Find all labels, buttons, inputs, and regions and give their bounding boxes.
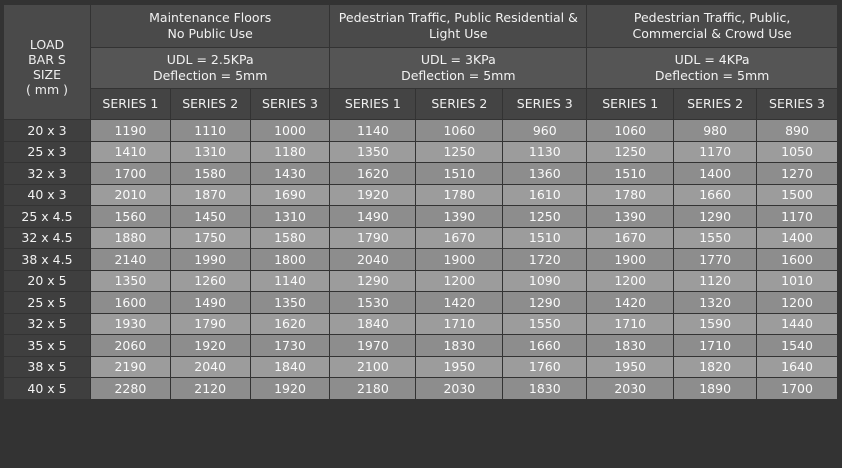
span-value-cell: 1620 <box>330 163 415 184</box>
span-value-cell: 1750 <box>171 228 250 249</box>
span-value-cell: 1410 <box>91 142 170 163</box>
table-row <box>4 120 837 141</box>
span-value-cell: 2120 <box>171 378 250 399</box>
series-header: SERIES 3 <box>757 89 837 119</box>
span-value-cell: 1880 <box>91 228 170 249</box>
span-value-cell: 2010 <box>91 185 170 206</box>
span-value-cell: 2100 <box>330 357 415 378</box>
span-value-cell: 1510 <box>503 228 586 249</box>
span-value-cell: 1870 <box>171 185 250 206</box>
span-value-cell: 1290 <box>330 271 415 292</box>
table-row <box>4 228 837 249</box>
span-value-cell: 1640 <box>757 357 837 378</box>
span-value-cell: 1390 <box>416 206 502 227</box>
span-value-cell: 1660 <box>503 335 586 356</box>
table-row <box>4 357 837 378</box>
span-value-cell: 1440 <box>757 314 837 335</box>
span-value-cell: 1580 <box>251 228 330 249</box>
span-value-cell: 1350 <box>330 142 415 163</box>
span-value-cell: 1140 <box>330 120 415 141</box>
span-value-cell: 1260 <box>171 271 250 292</box>
span-value-cell: 1490 <box>171 292 250 313</box>
series-header: SERIES 1 <box>330 89 415 119</box>
span-value-cell: 1390 <box>587 206 673 227</box>
table-row <box>4 206 837 227</box>
span-value-cell: 1290 <box>674 206 756 227</box>
span-value-cell: 1620 <box>251 314 330 335</box>
span-value-cell: 1700 <box>757 378 837 399</box>
span-value-cell: 1400 <box>674 163 756 184</box>
group-title-3: Pedestrian Traffic, Public, Commercial & Crowd Use <box>587 5 837 47</box>
bar-size-cell: 25 x 3 <box>4 142 90 163</box>
bar-size-cell: 32 x 4.5 <box>4 228 90 249</box>
bar-size-cell: 32 x 5 <box>4 314 90 335</box>
span-value-cell: 960 <box>503 120 586 141</box>
bar-size-cell: 40 x 5 <box>4 378 90 399</box>
span-value-cell: 1800 <box>251 249 330 270</box>
table-row <box>4 142 837 163</box>
span-value-cell: 1200 <box>587 271 673 292</box>
group-udl-1: UDL = 2.5KPa Deflection = 5mm <box>91 48 329 88</box>
span-value-cell: 1720 <box>503 249 586 270</box>
span-value-cell: 1540 <box>757 335 837 356</box>
bar-size-cell: 35 x 5 <box>4 335 90 356</box>
span-value-cell: 1600 <box>91 292 170 313</box>
span-value-cell: 1420 <box>416 292 502 313</box>
span-value-cell: 1790 <box>330 228 415 249</box>
table-header <box>4 5 837 119</box>
load-bar-size-header: LOAD BAR S SIZE ( mm ) <box>4 5 90 119</box>
span-value-cell: 1990 <box>171 249 250 270</box>
span-value-cell: 1670 <box>587 228 673 249</box>
span-value-cell: 1930 <box>91 314 170 335</box>
series-header: SERIES 2 <box>674 89 756 119</box>
span-value-cell: 1920 <box>251 378 330 399</box>
span-value-cell: 2030 <box>416 378 502 399</box>
table-row <box>4 249 837 270</box>
span-value-cell: 1780 <box>416 185 502 206</box>
span-value-cell: 1310 <box>171 142 250 163</box>
table-body <box>4 120 837 399</box>
span-value-cell: 1900 <box>416 249 502 270</box>
span-value-cell: 1690 <box>251 185 330 206</box>
span-value-cell: 1710 <box>674 335 756 356</box>
span-value-cell: 1610 <box>503 185 586 206</box>
span-value-cell: 1090 <box>503 271 586 292</box>
span-value-cell: 980 <box>674 120 756 141</box>
span-value-cell: 1920 <box>171 335 250 356</box>
span-value-cell: 2280 <box>91 378 170 399</box>
series-header: SERIES 3 <box>251 89 330 119</box>
bar-size-cell: 38 x 5 <box>4 357 90 378</box>
span-value-cell: 1560 <box>91 206 170 227</box>
span-value-cell: 1250 <box>416 142 502 163</box>
span-value-cell: 2180 <box>330 378 415 399</box>
span-value-cell: 1920 <box>330 185 415 206</box>
span-value-cell: 1830 <box>587 335 673 356</box>
span-value-cell: 1550 <box>503 314 586 335</box>
span-value-cell: 1050 <box>757 142 837 163</box>
span-value-cell: 1060 <box>587 120 673 141</box>
span-value-cell: 1660 <box>674 185 756 206</box>
span-value-cell: 1600 <box>757 249 837 270</box>
span-value-cell: 1110 <box>171 120 250 141</box>
table-row <box>4 271 837 292</box>
span-value-cell: 1820 <box>674 357 756 378</box>
series-header: SERIES 3 <box>503 89 586 119</box>
span-value-cell: 1490 <box>330 206 415 227</box>
span-value-cell: 1670 <box>416 228 502 249</box>
span-value-cell: 1760 <box>503 357 586 378</box>
series-header: SERIES 2 <box>416 89 502 119</box>
span-value-cell: 1700 <box>91 163 170 184</box>
span-value-cell: 1200 <box>416 271 502 292</box>
span-value-cell: 1430 <box>251 163 330 184</box>
series-header: SERIES 2 <box>171 89 250 119</box>
span-value-cell: 890 <box>757 120 837 141</box>
span-value-cell: 1900 <box>587 249 673 270</box>
span-value-cell: 1830 <box>416 335 502 356</box>
span-value-cell: 1450 <box>171 206 250 227</box>
span-value-cell: 1010 <box>757 271 837 292</box>
span-value-cell: 1350 <box>251 292 330 313</box>
span-value-cell: 1140 <box>251 271 330 292</box>
span-value-cell: 1310 <box>251 206 330 227</box>
span-value-cell: 1130 <box>503 142 586 163</box>
span-value-cell: 2040 <box>171 357 250 378</box>
series-header: SERIES 1 <box>91 89 170 119</box>
group-title-2: Pedestrian Traffic, Public Residential & Light Use <box>330 5 586 47</box>
span-value-cell: 1710 <box>587 314 673 335</box>
span-value-cell: 1360 <box>503 163 586 184</box>
span-value-cell: 1000 <box>251 120 330 141</box>
span-value-cell: 1790 <box>171 314 250 335</box>
span-value-cell: 1590 <box>674 314 756 335</box>
span-value-cell: 1710 <box>416 314 502 335</box>
span-value-cell: 2040 <box>330 249 415 270</box>
span-value-cell: 1170 <box>674 142 756 163</box>
table-row <box>4 335 837 356</box>
group-title-1: Maintenance Floors No Public Use <box>91 5 329 47</box>
span-value-cell: 1840 <box>251 357 330 378</box>
span-value-cell: 1120 <box>674 271 756 292</box>
span-value-cell: 2190 <box>91 357 170 378</box>
span-value-cell: 1510 <box>587 163 673 184</box>
span-value-cell: 2030 <box>587 378 673 399</box>
group-udl-2: UDL = 3KPa Deflection = 5mm <box>330 48 586 88</box>
bar-size-cell: 20 x 3 <box>4 120 90 141</box>
table-row <box>4 163 837 184</box>
group-udl-3: UDL = 4KPa Deflection = 5mm <box>587 48 837 88</box>
span-value-cell: 1180 <box>251 142 330 163</box>
table-row <box>4 292 837 313</box>
span-value-cell: 1420 <box>587 292 673 313</box>
bar-size-cell: 32 x 3 <box>4 163 90 184</box>
table-row <box>4 314 837 335</box>
span-value-cell: 1840 <box>330 314 415 335</box>
bar-size-cell: 25 x 5 <box>4 292 90 313</box>
span-value-cell: 1830 <box>503 378 586 399</box>
span-value-cell: 1350 <box>91 271 170 292</box>
span-value-cell: 1320 <box>674 292 756 313</box>
bar-size-cell: 38 x 4.5 <box>4 249 90 270</box>
table-row <box>4 378 837 399</box>
bar-size-cell: 40 x 3 <box>4 185 90 206</box>
span-value-cell: 1270 <box>757 163 837 184</box>
span-value-cell: 1950 <box>587 357 673 378</box>
span-value-cell: 1290 <box>503 292 586 313</box>
span-value-cell: 1780 <box>587 185 673 206</box>
series-header: SERIES 1 <box>587 89 673 119</box>
span-value-cell: 1580 <box>171 163 250 184</box>
span-value-cell: 1170 <box>757 206 837 227</box>
span-value-cell: 2140 <box>91 249 170 270</box>
span-value-cell: 1250 <box>587 142 673 163</box>
span-value-cell: 1530 <box>330 292 415 313</box>
span-value-cell: 1950 <box>416 357 502 378</box>
span-value-cell: 1400 <box>757 228 837 249</box>
span-value-cell: 1500 <box>757 185 837 206</box>
load-table <box>3 4 838 400</box>
span-value-cell: 1510 <box>416 163 502 184</box>
span-value-cell: 1550 <box>674 228 756 249</box>
span-value-cell: 2060 <box>91 335 170 356</box>
span-value-cell: 1890 <box>674 378 756 399</box>
table-row <box>4 185 837 206</box>
bar-size-cell: 25 x 4.5 <box>4 206 90 227</box>
span-value-cell: 1190 <box>91 120 170 141</box>
span-value-cell: 1730 <box>251 335 330 356</box>
span-value-cell: 1250 <box>503 206 586 227</box>
span-value-cell: 1060 <box>416 120 502 141</box>
span-value-cell: 1970 <box>330 335 415 356</box>
span-value-cell: 1770 <box>674 249 756 270</box>
bar-size-cell: 20 x 5 <box>4 271 90 292</box>
span-value-cell: 1200 <box>757 292 837 313</box>
